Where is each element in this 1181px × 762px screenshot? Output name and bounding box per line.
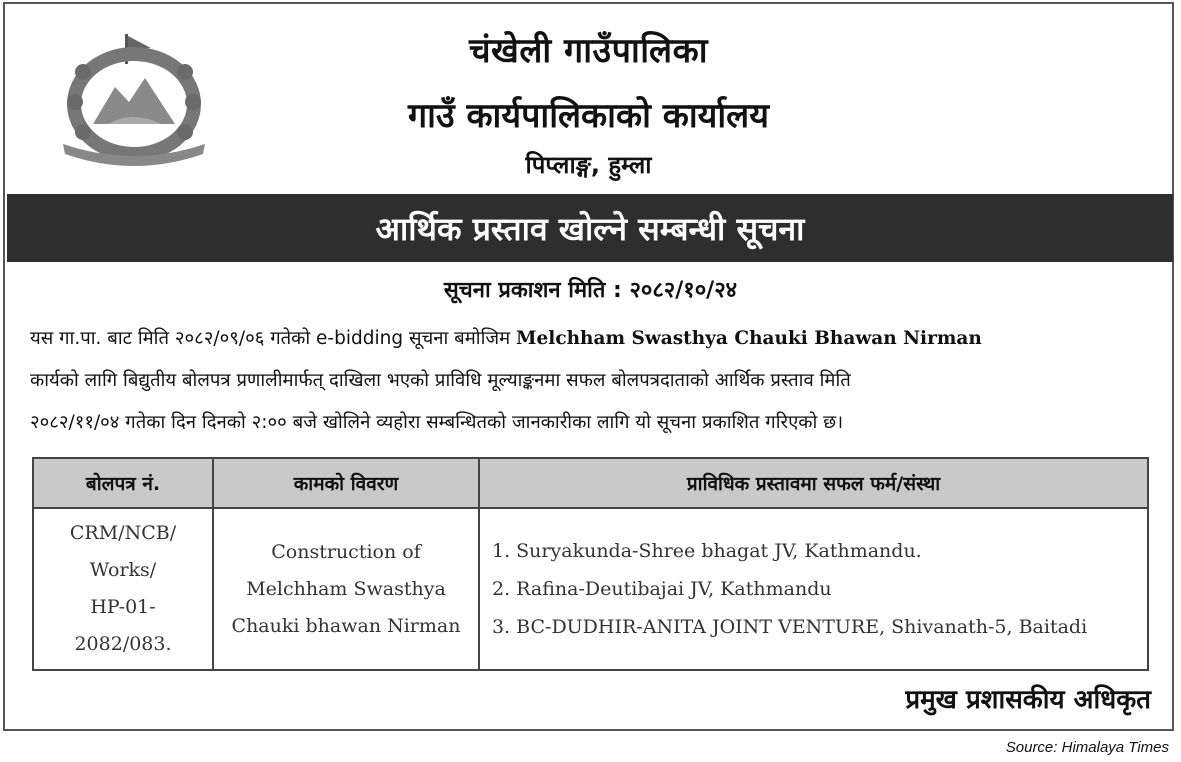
publish-date: सूचना प्रकाशन मिति : २०८२/१०/२४ <box>443 278 738 303</box>
bid-no-cell <box>33 508 213 670</box>
notice-title: आर्थिक प्रस्ताव खोल्ने सम्बन्धी सूचना <box>7 194 1173 262</box>
bid-table <box>32 457 1149 671</box>
header-bid-no: बोलपत्र नं. <box>33 458 213 508</box>
bid-no-line: CRM/NCB/ <box>69 522 177 544</box>
notice-body <box>30 318 1150 444</box>
bid-no-line: HP-01- <box>90 596 156 618</box>
project-name: Melchham Swasthya Chauki Bhawan Nirman <box>516 328 982 349</box>
table-row <box>33 508 1148 670</box>
body-line-1-text: यस गा.पा. बाट मिति २०८२/०९/०६ गतेको e-bidding सूचना बमोजिम <box>30 328 517 349</box>
header-work-description: कामको विवरण <box>213 458 479 508</box>
source-credit: Source: Himalaya Times <box>1005 739 1169 756</box>
office-address: पिप्लाङ्ग, हुम्ला <box>525 151 652 179</box>
body-line-3: २०८२/११/०४ गतेका दिन दिनको २:०० बजे खोलिने व्यहोरा सम्बन्धितको जानकारीका लागि यो सूचना प्रकाशित गरिएको छ। <box>30 412 844 433</box>
firm-item: 3. BC-DUDHIR-ANITA JOINT VENTURE, Shivanath-5, Baitadi <box>492 616 1088 638</box>
description-line: Construction of <box>271 540 421 563</box>
description-line: Chauki bhawan Nirman <box>231 614 461 637</box>
firm-item: 1. Suryakunda-Shree bhagat JV, Kathmandu. <box>492 540 922 562</box>
firm-item: 2. Rafina-Deutibajai JV, Kathmandu <box>492 578 832 600</box>
signatory: प्रमुख प्रशासकीय अधिकृत <box>905 685 1151 715</box>
body-line-2: कार्यको लागि बिद्युतीय बोलपत्र प्रणालीमार्फत् दाखिला भएको प्राविधि मूल्याङ्कनमा सफल बोलपत्रदाताको आर्थिक प्रस्ताव मिति <box>30 370 851 391</box>
bid-no-line: Works/ <box>89 559 157 581</box>
office-name: गाउँ कार्यपालिकाको कार्यालय <box>408 96 769 136</box>
description-line: Melchham Swasthya <box>246 577 446 600</box>
bid-no-line: 2082/083. <box>74 633 172 655</box>
successful-firms-cell <box>479 508 1148 670</box>
body-line-1 <box>30 318 1150 360</box>
municipality-name: चंखेली गाउँपालिका <box>468 31 709 71</box>
table-header-row <box>33 458 1148 508</box>
header-successful-firms: प्राविधिक प्रस्तावमा सफल फर्म/संस्था <box>479 458 1148 508</box>
work-description-cell <box>213 508 479 670</box>
